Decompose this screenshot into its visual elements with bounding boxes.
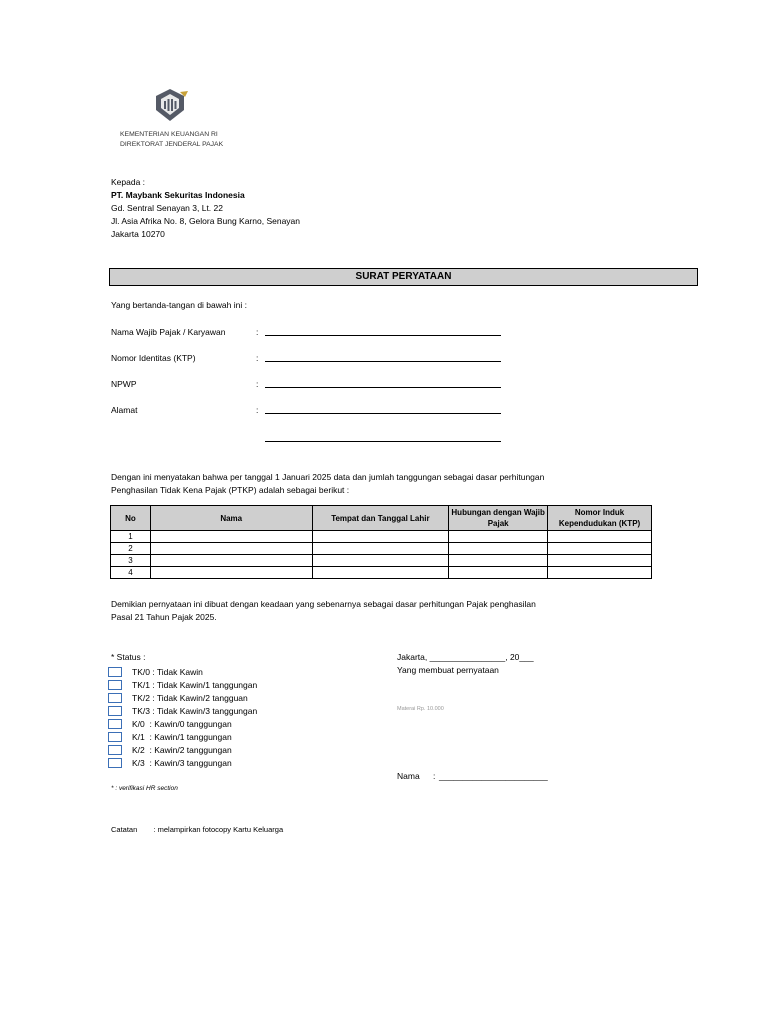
status-checkbox[interactable]	[108, 680, 122, 690]
row-number: 4	[111, 567, 151, 579]
ktp-input-line[interactable]	[265, 353, 501, 362]
field-label-ktp: Nomor Identitas (KTP)	[111, 353, 196, 363]
field-label-npwp: NPWP	[111, 379, 137, 389]
field-colon: :	[256, 379, 259, 389]
statement-paragraph	[111, 471, 591, 497]
row-number: 1	[111, 531, 151, 543]
status-option[interactable]	[108, 678, 257, 691]
name-input-line[interactable]	[265, 327, 501, 336]
cell-birth[interactable]	[312, 555, 449, 567]
closing-line-1: Demikian pernyataan ini dibuat dengan keadaan yang sebenarnya sebagai dasar perhitungan Pajak penghasilan	[111, 599, 536, 609]
status-label: K/2 : Kawin/2 tanggungan	[132, 744, 232, 755]
signer-name-label: Nama	[397, 771, 420, 781]
recipient-block	[111, 176, 300, 241]
header-no: No	[111, 506, 151, 531]
status-checkbox[interactable]	[108, 732, 122, 742]
header-name: Nama	[150, 506, 312, 531]
table-row	[111, 567, 652, 579]
document-title: SURAT PERYATAAN	[109, 268, 698, 286]
cell-nik[interactable]	[548, 555, 652, 567]
status-option[interactable]	[108, 704, 257, 717]
statement-line-1: Dengan ini menyatakan bahwa per tanggal 1 Januari 2025 data dan jumlah tanggungan sebagai dasar perhitungan	[111, 472, 545, 482]
status-option[interactable]	[108, 730, 257, 743]
recipient-company: PT. Maybank Sekuritas Indonesia	[111, 190, 245, 200]
table-row	[111, 531, 652, 543]
status-label: K/0 : Kawin/0 tanggungan	[132, 718, 232, 729]
closing-paragraph	[111, 598, 591, 624]
recipient-address-1: Gd. Sentral Senayan 3, Lt. 22	[111, 203, 223, 213]
field-colon: :	[256, 327, 259, 337]
cell-nik[interactable]	[548, 543, 652, 555]
status-option[interactable]	[108, 691, 257, 704]
status-option[interactable]	[108, 743, 257, 756]
statement-line-2: Penghasilan Tidak Kena Pajak (PTKP) adalah sebagai berikut :	[111, 485, 350, 495]
status-checklist	[108, 665, 257, 769]
header-relation: Hubungan dengan Wajib Pajak	[449, 506, 548, 531]
address-input-line-2[interactable]	[265, 433, 501, 442]
cell-relation[interactable]	[449, 555, 548, 567]
status-label: TK/1 : Tidak Kawin/1 tanggungan	[132, 679, 258, 690]
cell-birth[interactable]	[312, 567, 449, 579]
table-row	[111, 555, 652, 567]
status-checkbox[interactable]	[108, 706, 122, 716]
status-label: K/1 : Kawin/1 tanggungan	[132, 731, 232, 742]
status-label: TK/0 : Tidak Kawin	[132, 666, 203, 677]
field-label-address: Alamat	[111, 405, 138, 415]
status-option[interactable]	[108, 756, 257, 769]
address-input-line-1[interactable]	[265, 405, 501, 414]
cell-relation[interactable]	[449, 567, 548, 579]
cell-relation[interactable]	[449, 543, 548, 555]
status-footnote: * : verifikasi HR section	[111, 785, 178, 792]
cell-name[interactable]	[150, 543, 312, 555]
signer-name-colon: :	[433, 771, 436, 781]
note	[111, 825, 283, 834]
organization-name	[120, 130, 223, 150]
row-number: 3	[111, 555, 151, 567]
table-header-row	[111, 506, 652, 531]
cell-nik[interactable]	[548, 567, 652, 579]
header-birth: Tempat dan Tanggal Lahir	[312, 506, 449, 531]
note-text: : melampirkan fotocopy Kartu Keluarga	[153, 825, 284, 834]
status-label: TK/3 : Tidak Kawin/3 tanggungan	[132, 705, 258, 716]
cell-name[interactable]	[150, 567, 312, 579]
field-colon: :	[256, 405, 259, 415]
stamp-duty-note: Materai Rp. 10.000	[397, 706, 444, 712]
status-checkbox[interactable]	[108, 693, 122, 703]
dependents-table	[110, 505, 652, 579]
org-line-2: DIREKTORAT JENDERAL PAJAK	[120, 141, 224, 148]
cell-birth[interactable]	[312, 531, 449, 543]
recipient-address-2: Jl. Asia Afrika No. 8, Gelora Bung Karno, Senayan	[111, 216, 300, 226]
status-label: TK/2 : Tidak Kawin/2 tangguan	[132, 692, 248, 703]
intro-text: Yang bertanda-tangan di bawah ini :	[111, 300, 247, 310]
status-checkbox[interactable]	[108, 745, 122, 755]
status-option[interactable]	[108, 717, 257, 730]
cell-nik[interactable]	[548, 531, 652, 543]
cell-relation[interactable]	[449, 531, 548, 543]
org-line-1: KEMENTERIAN KEUANGAN RI	[120, 131, 218, 138]
signer-name-line[interactable]: _______________________	[439, 771, 548, 781]
cell-birth[interactable]	[312, 543, 449, 555]
cell-name[interactable]	[150, 555, 312, 567]
status-checkbox[interactable]	[108, 719, 122, 729]
note-label: Catatan	[111, 825, 138, 834]
status-option[interactable]	[108, 665, 257, 678]
maker-label: Yang membuat pernyataan	[397, 665, 499, 675]
header-nik: Nomor Induk Kependudukan (KTP)	[548, 506, 652, 531]
place-date: Jakarta, ________________, 20___	[397, 652, 534, 662]
cell-name[interactable]	[150, 531, 312, 543]
row-number: 2	[111, 543, 151, 555]
recipient-label: Kepada :	[111, 177, 146, 187]
field-label-name: Nama Wajib Pajak / Karyawan	[111, 327, 226, 337]
field-colon: :	[256, 353, 259, 363]
status-checkbox[interactable]	[108, 758, 122, 768]
ministry-emblem-icon	[150, 88, 190, 124]
recipient-address-3: Jakarta 10270	[111, 229, 165, 239]
status-checkbox[interactable]	[108, 667, 122, 677]
npwp-input-line[interactable]	[265, 379, 501, 388]
closing-line-2: Pasal 21 Tahun Pajak 2025.	[111, 612, 217, 622]
table-row	[111, 543, 652, 555]
status-heading: * Status :	[111, 652, 146, 662]
status-label: K/3 : Kawin/3 tanggungan	[132, 757, 232, 768]
